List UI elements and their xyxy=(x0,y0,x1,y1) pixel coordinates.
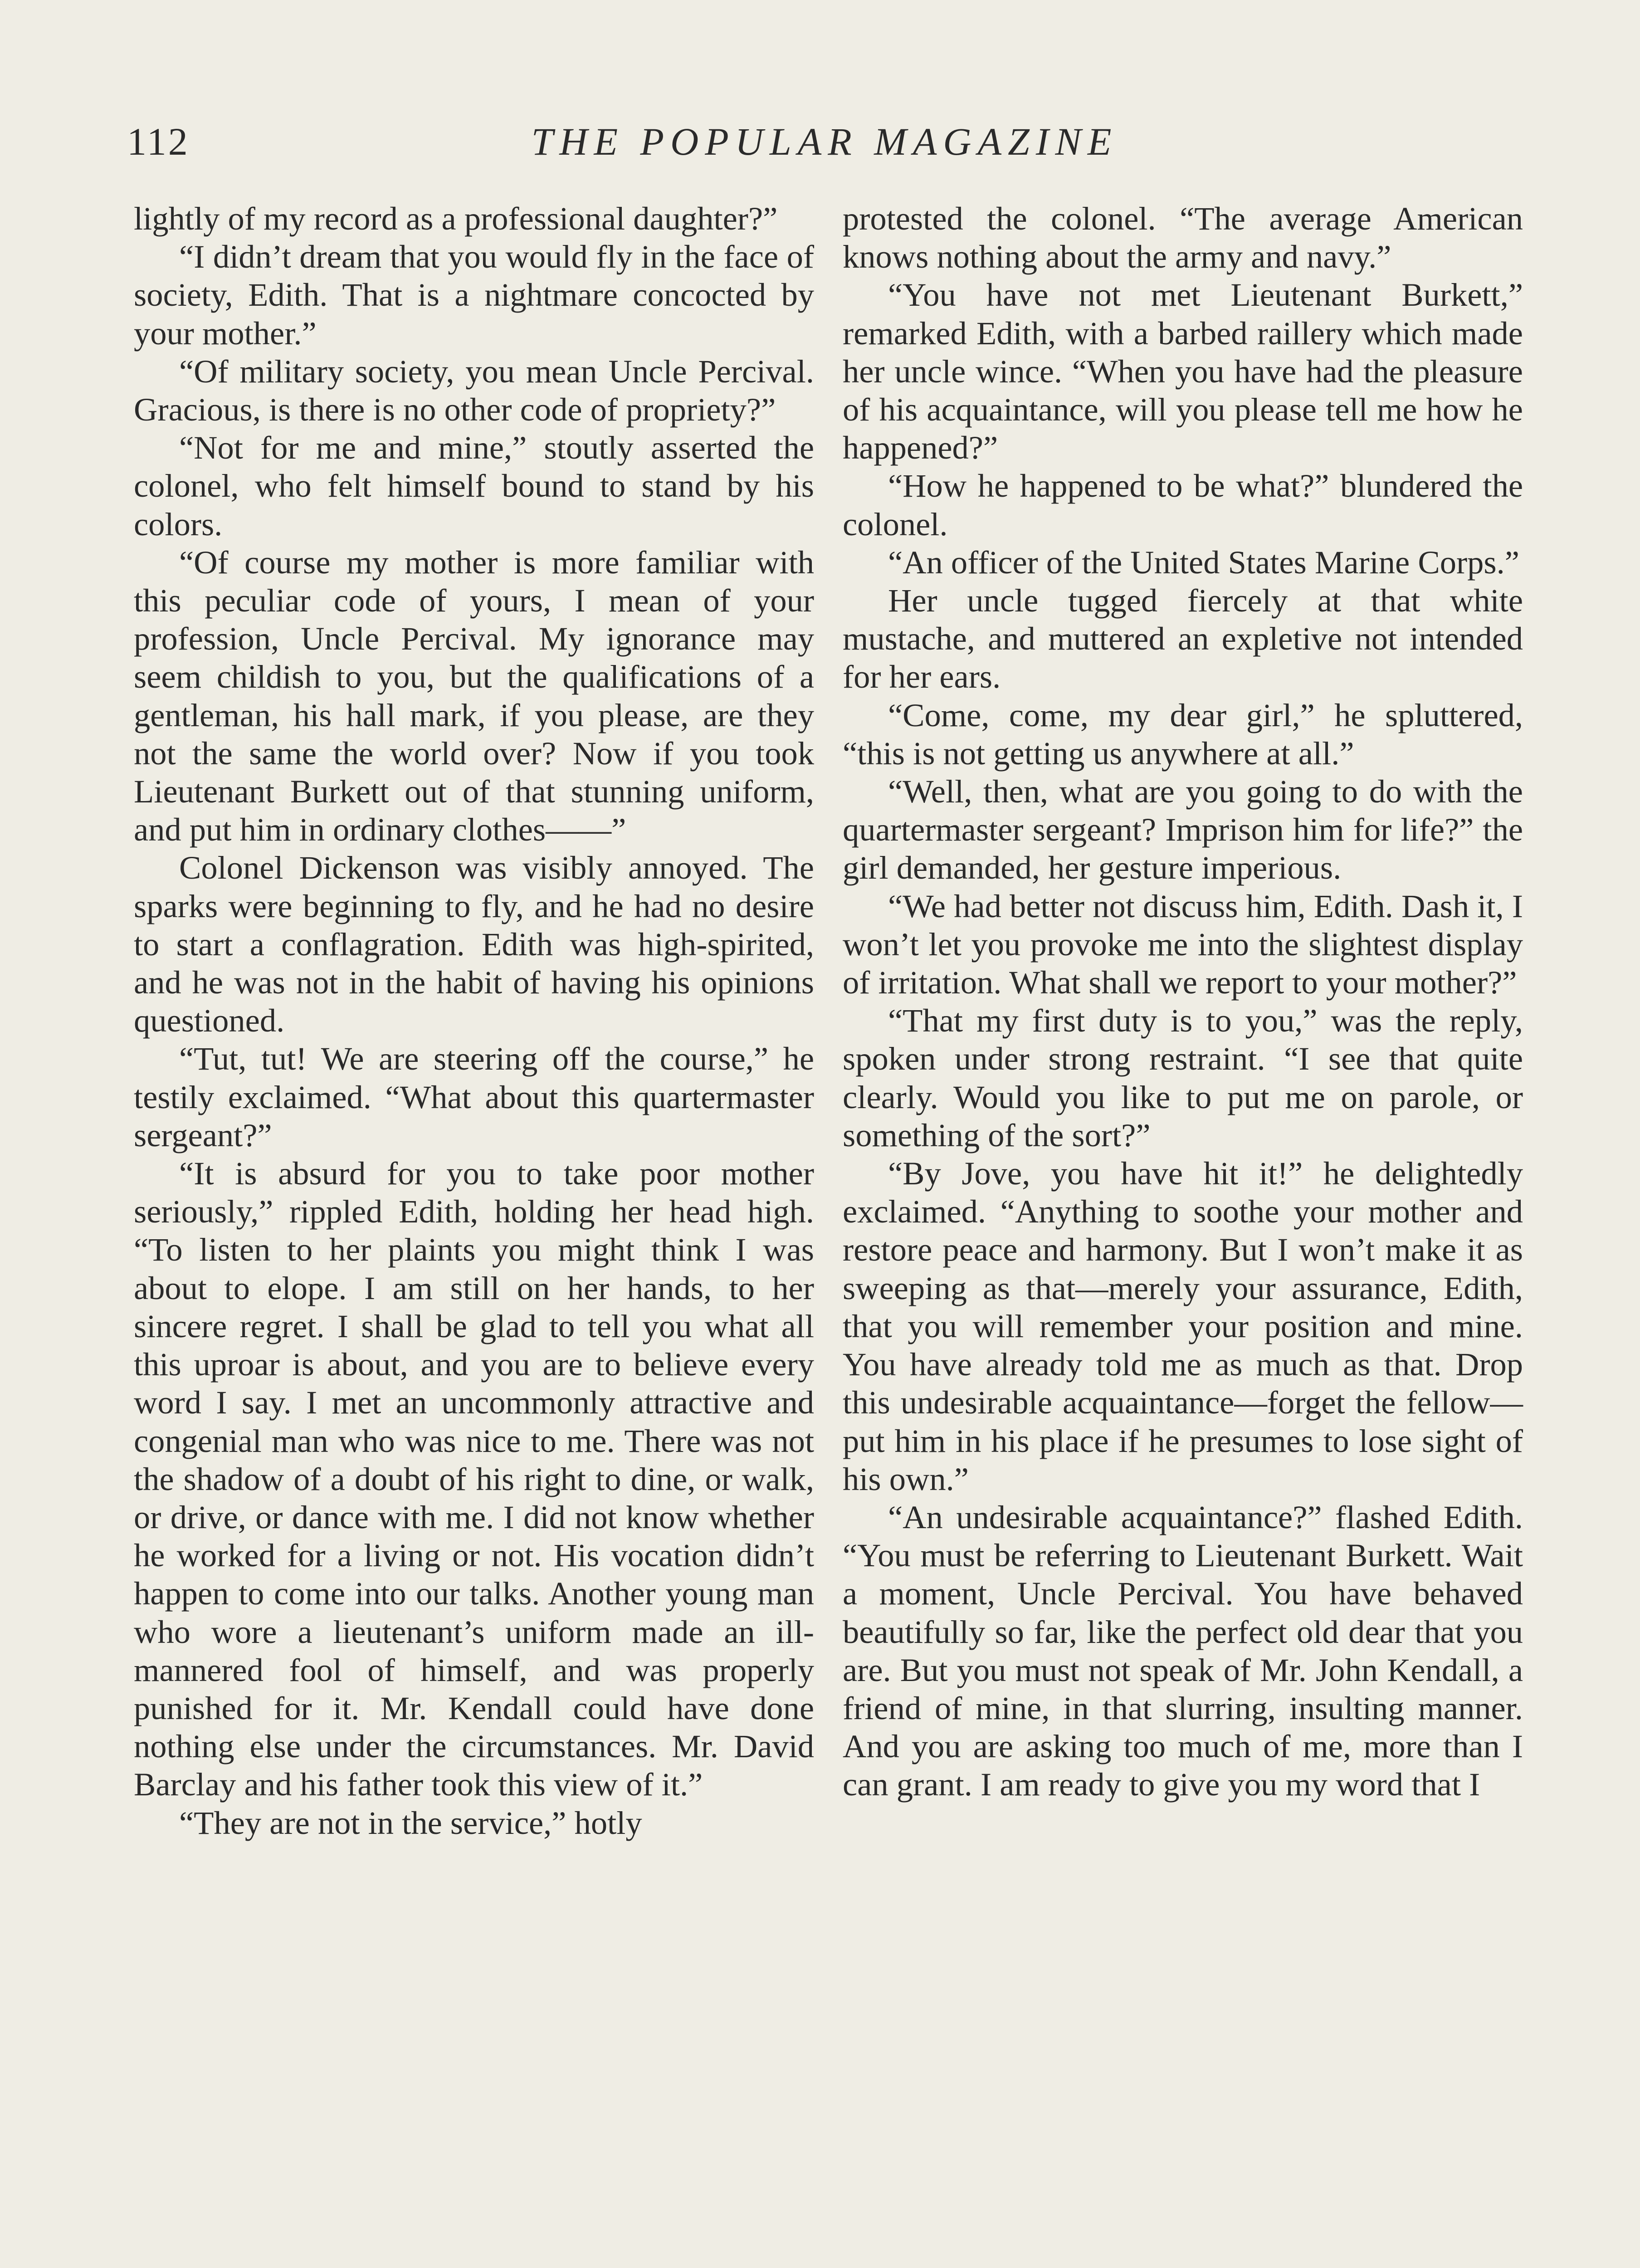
paragraph: “It is absurd for you to take poor mother seriously,” rippled Edith, holding her head high. “To listen to her plaints you might think I was about to elope. I am still on her hands, to her sincere regret. I shall be glad to tell you what all this uproar is about, and you are to believe every word I say. I met an uncommonly attractive and congenial man who was nice to me. There was not the shadow of a doubt of his right to dine, or walk, or drive, or dance with me. I did not know whether he worked for a living or not. His vocation didn’t happen to come into our talks. Another young man who wore a lieutenant’s uniform made an ill-mannered fool of himself, and was properly punished for it. Mr. Kendall could have done nothing else under the circumstances. Mr. David Barclay and his father took this view of it.” xyxy=(134,1155,814,1803)
page-header xyxy=(127,119,1522,169)
paragraph: “Of military society, you mean Uncle Percival. Gracious, is there is no other code of propriety?” xyxy=(134,352,814,428)
left-text-column xyxy=(134,200,814,1842)
paragraph: “Come, come, my dear girl,” he spluttered, “this is not getting us anywhere at all.” xyxy=(843,696,1523,772)
page-number: 112 xyxy=(127,120,190,163)
paragraph: “You have not met Lieutenant Burkett,” remarked Edith, with a barbed raillery which made her uncle wince. “When you have had the pleasure of his acquaintance, will you please tell me how he happened?” xyxy=(843,276,1523,466)
paragraph: Colonel Dickenson was visibly annoyed. The sparks were beginning to fly, and he had no desire to start a conflagration. Edith was high-spirited, and he was not in the habit of having his opinions questioned. xyxy=(134,849,814,1039)
paragraph: “Of course my mother is more familiar with this peculiar code of yours, I mean of your profession, Uncle Percival. My ignorance may seem childish to you, but the qualifications of a gentleman, his hall mark, if you please, are they not the same the world over? Now if you took Lieutenant Burkett out of that stunning uniform, and put him in ordinary clothes——” xyxy=(134,543,814,848)
paragraph: “An officer of the United States Marine Corps.” xyxy=(888,543,1519,581)
paragraph: protested the colonel. “The average American knows nothing about the army and navy.” xyxy=(843,200,1523,275)
paragraph: “By Jove, you have hit it!” he delightedly exclaimed. “Anything to soothe your mother and restore peace and harmony. But I won’t make it as sweeping as that—merely your assurance, Edith, that you will remember your position and mine. You have already told me as much as that. Drop this undesirable acquaintance—forget the fellow—put him in his place if he presumes to lose sight of his own.” xyxy=(843,1155,1523,1497)
paragraph: “We had better not discuss him, Edith. Dash it, I won’t let you provoke me into the slightest display of irritation. What shall we report to your mother?” xyxy=(843,887,1523,1001)
paragraph: Her uncle tugged fiercely at that white mustache, and muttered an expletive not intended for her ears. xyxy=(843,582,1523,695)
paragraph: lightly of my record as a professional daughter?” xyxy=(134,200,778,237)
paragraph: “They are not in the service,” hotly xyxy=(179,1804,642,1841)
paragraph: “How he happened to be what?” blundered the colonel. xyxy=(843,467,1523,543)
paragraph: “Not for me and mine,” stoutly asserted the colonel, who felt himself bound to stand by his colors. xyxy=(134,429,814,543)
paragraph: “I didn’t dream that you would fly in the face of society, Edith. That is a nightmare concocted by your mother.” xyxy=(134,238,814,352)
right-text-column xyxy=(843,200,1523,1804)
paragraph: “An undesirable acquaintance?” flashed Edith. “You must be referring to Lieutenant Burkett. Wait a moment, Uncle Percival. You have behaved beautifully so far, like the perfect old dear that you are. But you must not speak of Mr. John Kendall, a friend of mine, in that slurring, insulting manner. And you are asking too much of me, more than I can grant. I am ready to give you my word that I xyxy=(843,1498,1523,1803)
paragraph: “Tut, tut! We are steering off the course,” he testily exclaimed. “What about this quartermaster sergeant?” xyxy=(134,1040,814,1154)
magazine-title: THE POPULAR MAGAZINE xyxy=(531,120,1118,163)
paragraph: “Well, then, what are you going to do with the quartermaster sergeant? Imprison him for life?” the girl demanded, her gesture imperious. xyxy=(843,773,1523,886)
paragraph: “That my first duty is to you,” was the reply, spoken under strong restraint. “I see that quite clearly. Would you like to put me on parole, or something of the sort?” xyxy=(843,1002,1523,1154)
